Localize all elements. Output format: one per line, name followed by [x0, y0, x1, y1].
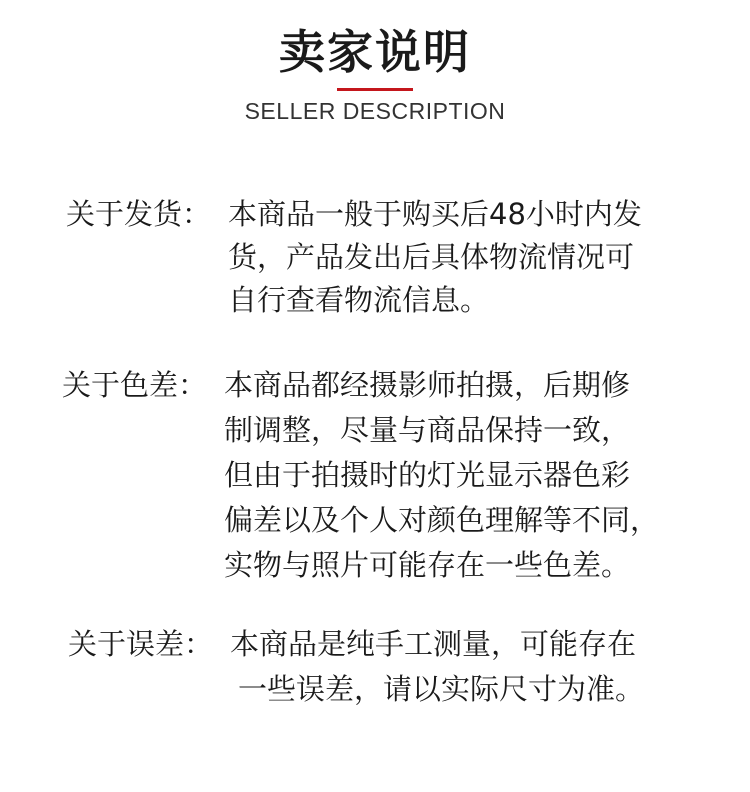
section-line: 但由于拍摄时的灯光显示器色彩	[224, 458, 631, 492]
section-line: 本商品一般于购买后48小时内发	[228, 197, 642, 231]
section-label: 关于发货：	[66, 197, 212, 231]
title-underline	[337, 88, 413, 91]
section-line: 本商品是纯手工测量，可能存在	[230, 627, 637, 661]
section-label: 关于色差：	[62, 368, 208, 402]
section-line: 本商品都经摄影师拍摄，后期修	[224, 368, 631, 402]
section-line: 货，产品发出后具体物流情况可	[228, 240, 635, 274]
section-line: 一些误差，请以实际尺寸为准。	[238, 672, 645, 706]
page-title: 卖家说明	[279, 25, 471, 79]
page-subtitle: SELLER DESCRIPTION	[244, 98, 506, 124]
section-line: 制调整，尽量与商品保持一致，	[224, 413, 631, 447]
section-line: 实物与照片可能存在一些色差。	[224, 548, 631, 582]
section-line: 自行查看物流信息。	[228, 283, 490, 317]
section-label: 关于误差：	[68, 627, 214, 661]
section-measurement-error	[68, 623, 708, 723]
section-line: 偏差以及个人对颜色理解等不同，	[224, 503, 660, 537]
section-shipping	[66, 193, 706, 323]
section-color-difference	[62, 364, 722, 584]
